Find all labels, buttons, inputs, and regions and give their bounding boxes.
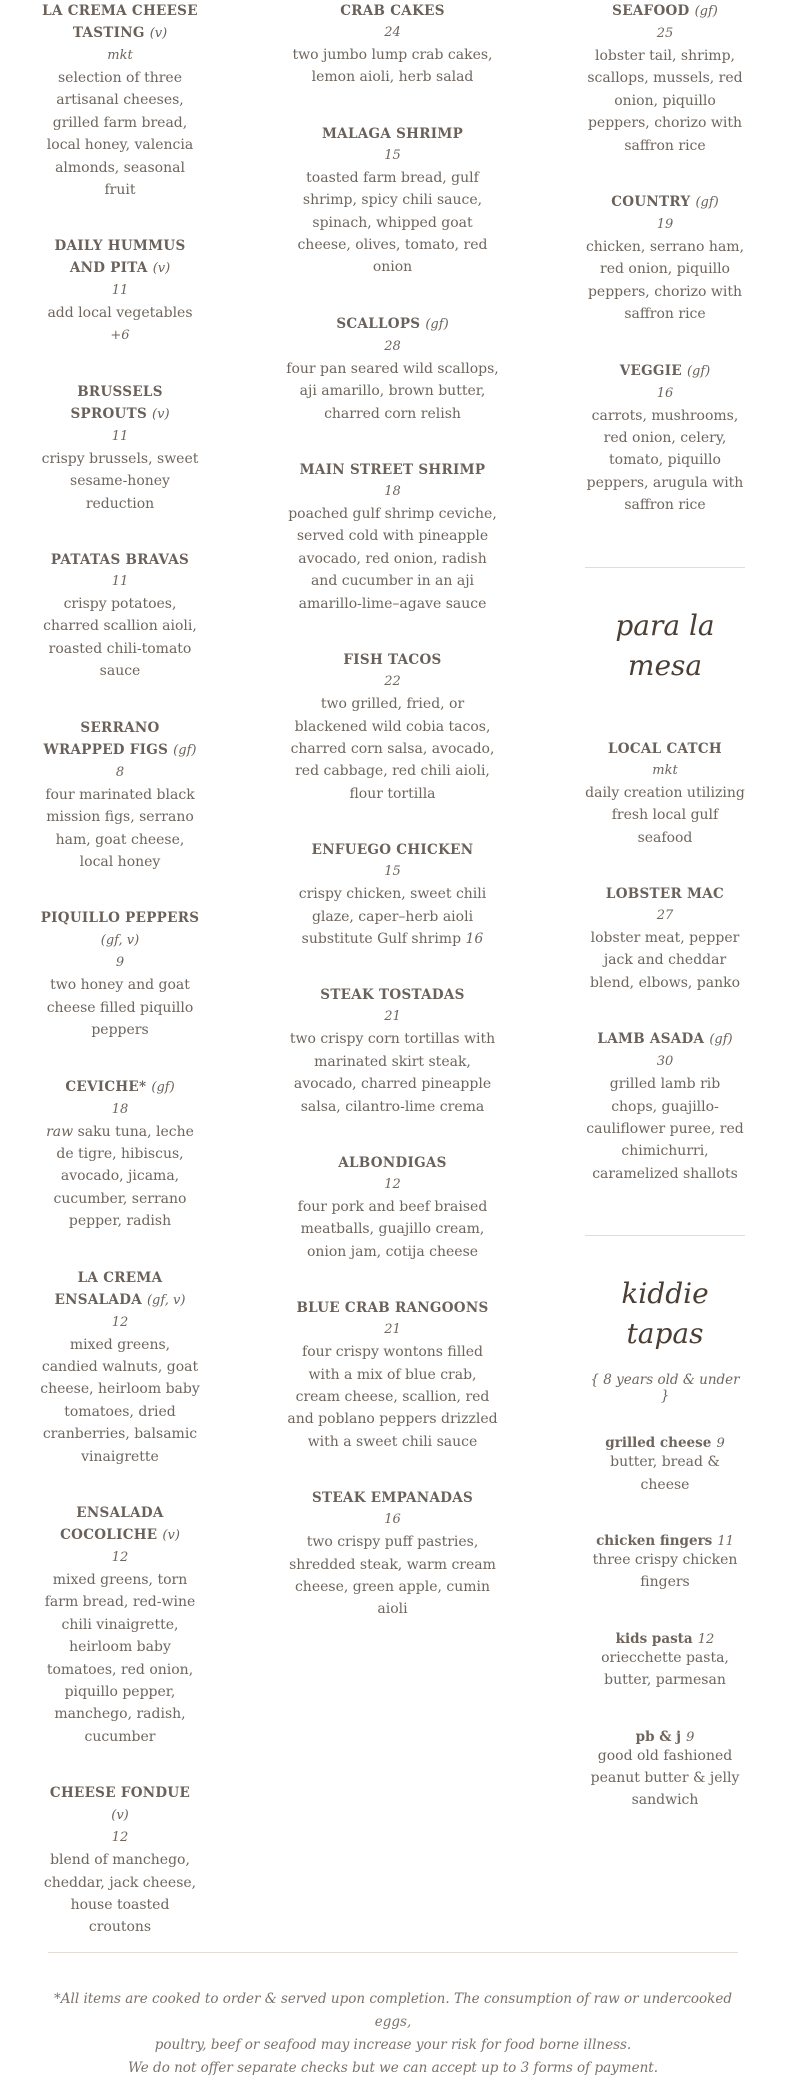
menu-item [585, 738, 745, 849]
menu-item [285, 1487, 500, 1621]
item-description: mixed greens, torn farm bread, red-wine chili vinaigrette, heirloom baby tomatoes, red onion, piquillo pepper, manchego, radish, cucumber [44, 1572, 196, 1745]
item-price: 9 [115, 955, 125, 971]
item-price: 11 [717, 1533, 734, 1549]
item-price: 8 [115, 764, 125, 780]
item-name: ENSALADA COCOLICHE (v) [60, 1505, 180, 1543]
item-name: LAMB ASADA (gf) [597, 1031, 733, 1048]
item-description: lobster tail, shrimp, scallops, mussels, red onion, piquillo peppers, chorizo with saffron rice [587, 48, 743, 154]
footer-divider [48, 1952, 738, 1953]
item-description: chicken, serrano ham, red onion, piquillo peppers, chorizo with saffron rice [585, 239, 745, 323]
item-description: oriecchette pasta, butter, parmesan [601, 1649, 729, 1689]
item-name: VEGGIE (gf) [619, 362, 711, 379]
item-description: two honey and goat cheese filled piquillo peppers [46, 977, 194, 1039]
item-price: 9 [716, 1436, 725, 1452]
menu-item [285, 1152, 500, 1263]
item-price: 9 [686, 1729, 695, 1745]
item-description: two crispy corn tortillas with marinated skirt steak, avocado, charred pineapple salsa, cilantro-lime crema [289, 1031, 496, 1115]
item-price: 11 [111, 574, 129, 590]
menu-item [585, 360, 745, 517]
item-name: ALBONDIGAS [338, 1154, 447, 1171]
item-name: LOCAL CATCH [608, 740, 722, 757]
menu-item [40, 1502, 200, 1748]
item-description: daily creation utilizing fresh local gulf seafood [585, 784, 745, 846]
menu-item [40, 1267, 200, 1468]
item-name: FISH TACOS [343, 652, 442, 669]
kids-menu-item [585, 1726, 745, 1812]
item-price: 12 [384, 1176, 401, 1192]
menu-item [585, 1028, 745, 1185]
item-name: pb & j [635, 1728, 681, 1745]
disclaimer-line: *All items are cooked to order & served upon completion. The consumption of raw or undercooked eggs, [54, 1991, 732, 2030]
item-description: two grilled, fried, or blackened wild cobia tacos, charred corn salsa, avocado, red cabbage, red chili aioli, flour tortilla [290, 696, 495, 802]
item-name: kids pasta [615, 1630, 693, 1647]
item-price: 22 [384, 674, 401, 690]
item-price: mkt [107, 48, 133, 63]
section-divider [585, 567, 745, 568]
item-price: 11 [111, 428, 129, 444]
menu-column-3 [585, 0, 745, 1846]
menu-item [40, 717, 200, 874]
item-price: 15 [384, 147, 401, 163]
section-title-para-la-mesa: para la mesa [615, 608, 715, 682]
menu-column-2 [285, 0, 500, 1655]
item-price: 15 [384, 864, 401, 880]
item-description: four pan seared wild scallops, aji amarillo, brown butter, charred corn relish [286, 360, 499, 422]
item-description: lobster meat, pepper jack and cheddar blend, elbows, panko [589, 929, 741, 991]
item-name: ENFUEGO CHICKEN [311, 842, 474, 859]
item-addon-price: +6 [110, 327, 130, 343]
kids-menu-item [585, 1432, 745, 1496]
item-name: LOBSTER MAC [605, 885, 725, 902]
item-price: 12 [111, 1830, 129, 1846]
item-name-line [585, 1432, 745, 1451]
item-name-line [585, 1530, 745, 1549]
kiddie-age-note: { 8 years old & under } [590, 1372, 740, 1405]
item-name: BLUE CRAB RANGOONS [296, 1300, 489, 1317]
menu-item [585, 883, 745, 994]
item-price: mkt [652, 762, 678, 778]
item-addon-price: 16 [465, 930, 484, 947]
item-description: two crispy puff pastries, shredded steak, warm cream cheese, green apple, cumin aioli [289, 1534, 496, 1618]
item-name: LA CREMA ENSALADA (gf, v) [54, 1269, 186, 1308]
item-price: 12 [111, 1550, 129, 1565]
item-name: SCALLOPS (gf) [336, 315, 449, 332]
menu-item [285, 984, 500, 1118]
item-name: CEVICHE* (gf) [65, 1078, 175, 1095]
item-description: mixed greens, candied walnuts, goat cheese, heirloom baby tomatoes, dried cranberries, balsamic vinaigrette [40, 1336, 200, 1465]
kids-menu-item [585, 1628, 745, 1692]
menu-item [585, 0, 745, 157]
item-name: PIQUILLO PEPPERS (gf, v) [40, 910, 200, 949]
item-name: grilled cheese [605, 1435, 712, 1452]
item-price: 16 [384, 1512, 401, 1528]
item-price: 19 [656, 217, 674, 233]
section-divider [585, 1235, 745, 1236]
menu-item [285, 839, 500, 950]
item-name: MAIN STREET SHRIMP [299, 462, 486, 479]
item-description: three crispy chicken fingers [592, 1551, 738, 1591]
item-price: 12 [697, 1631, 715, 1647]
menu-item [40, 235, 200, 346]
item-name: STEAK EMPANADAS [311, 1490, 474, 1507]
item-description: blend of manchego, cheddar, jack cheese, house toasted croutons [43, 1852, 197, 1936]
item-description: butter, bread & cheese [610, 1454, 720, 1493]
item-description: add local vegetables [47, 305, 193, 322]
menu-item [285, 123, 500, 279]
item-name: BRUSSELS SPROUTS (v) [70, 383, 170, 422]
menu-item [40, 0, 200, 201]
item-description: raw saku tuna, leche de tigre, hibiscus, avocado, jicama, cucumber, serrano pepper, radish [46, 1123, 194, 1230]
item-name: CRAB CAKES [340, 3, 445, 19]
item-price: 18 [384, 484, 401, 500]
menu-item [40, 1782, 200, 1939]
item-description: crispy brussels, sweet sesame-honey reduction [41, 450, 199, 512]
footer-disclaimer [48, 1988, 738, 2080]
item-name: SERRANO WRAPPED FIGS (gf) [43, 719, 197, 758]
item-name: COUNTRY (gf) [611, 194, 719, 211]
item-description: toasted farm bread, gulf shrimp, spicy chili sauce, spinach, whipped goat cheese, olives, tomato, red onion [297, 169, 488, 276]
item-description: four pork and beef braised meatballs, guajillo cream, onion jam, cotija cheese [297, 1198, 488, 1260]
kids-menu-item [585, 1530, 745, 1594]
payment-note: We do not offer separate checks but we can accept up to 3 forms of payment. [128, 2060, 658, 2076]
item-name: chicken fingers [596, 1532, 713, 1549]
item-price: 30 [656, 1054, 674, 1070]
item-price: 28 [384, 338, 401, 354]
item-price: 24 [384, 25, 401, 40]
item-description: four marinated black mission figs, serrano ham, goat cheese, local honey [45, 786, 195, 870]
menu-item [40, 549, 200, 683]
item-price: 11 [111, 283, 129, 299]
item-price: 18 [111, 1101, 129, 1117]
item-description: carrots, mushrooms, red onion, celery, tomato, piquillo peppers, arugula with saffron rice [586, 407, 744, 514]
item-price: 21 [384, 1322, 401, 1338]
item-name: CHEESE FONDUE (v) [49, 1785, 191, 1824]
menu-item [40, 907, 200, 1041]
item-price: 27 [656, 907, 674, 923]
menu-item [285, 313, 500, 425]
menu-item [285, 459, 500, 615]
section-title-kiddie-tapas: kiddie tapas [621, 1277, 709, 1351]
item-price: 12 [111, 1314, 129, 1330]
item-price: 16 [656, 385, 674, 401]
item-description: grilled lamb rib chops, guajillo-cauliflower puree, red chimichurri, caramelized shallots [586, 1076, 744, 1182]
menu-column-1 [40, 0, 200, 1973]
item-description: crispy chicken, sweet chili glaze, caper–herb aioli substitute Gulf shrimp 16 [298, 886, 487, 947]
menu-item [285, 649, 500, 805]
item-description: good old fashioned peanut butter & jelly sandwich [590, 1747, 740, 1809]
menu-item [285, 1297, 500, 1453]
item-description: poached gulf shrimp ceviche, served cold with pineapple avocado, red onion, radish and cucumber in an aji amarillo-lime–agave sauce [288, 506, 497, 612]
item-name-line [585, 1726, 745, 1745]
menu-item [585, 191, 745, 326]
item-name-line [585, 1628, 745, 1647]
item-name: DAILY HUMMUS AND PITA (v) [54, 238, 186, 277]
menu-item [285, 0, 500, 89]
menu-item [40, 381, 200, 515]
item-price: 25 [656, 26, 674, 41]
menu-item [40, 1076, 200, 1233]
disclaimer-line: poultry, beef or seafood may increase your risk for food borne illness. [154, 2037, 632, 2053]
item-name: PATATAS BRAVAS [50, 552, 190, 569]
item-description: selection of three artisanal cheeses, grilled farm bread, local honey, valencia almonds, seasonal fruit [46, 70, 194, 199]
item-description: crispy potatoes, charred scallion aioli, roasted chili-tomato sauce [43, 596, 197, 680]
item-price: 21 [384, 1009, 401, 1025]
item-name: STEAK TOSTADAS [320, 987, 465, 1004]
item-description: two jumbo lump crab cakes, lemon aioli, herb salad [292, 47, 493, 86]
item-description: four crispy wontons filled with a mix of blue crab, cream cheese, scallion, red and poblano peppers drizzled with a sweet chili sauce [287, 1344, 498, 1450]
item-name: LA CREMA CHEESE TASTING (v) [42, 3, 198, 41]
item-name: MALAGA SHRIMP [321, 125, 464, 142]
item-name: SEAFOOD (gf) [612, 3, 718, 19]
